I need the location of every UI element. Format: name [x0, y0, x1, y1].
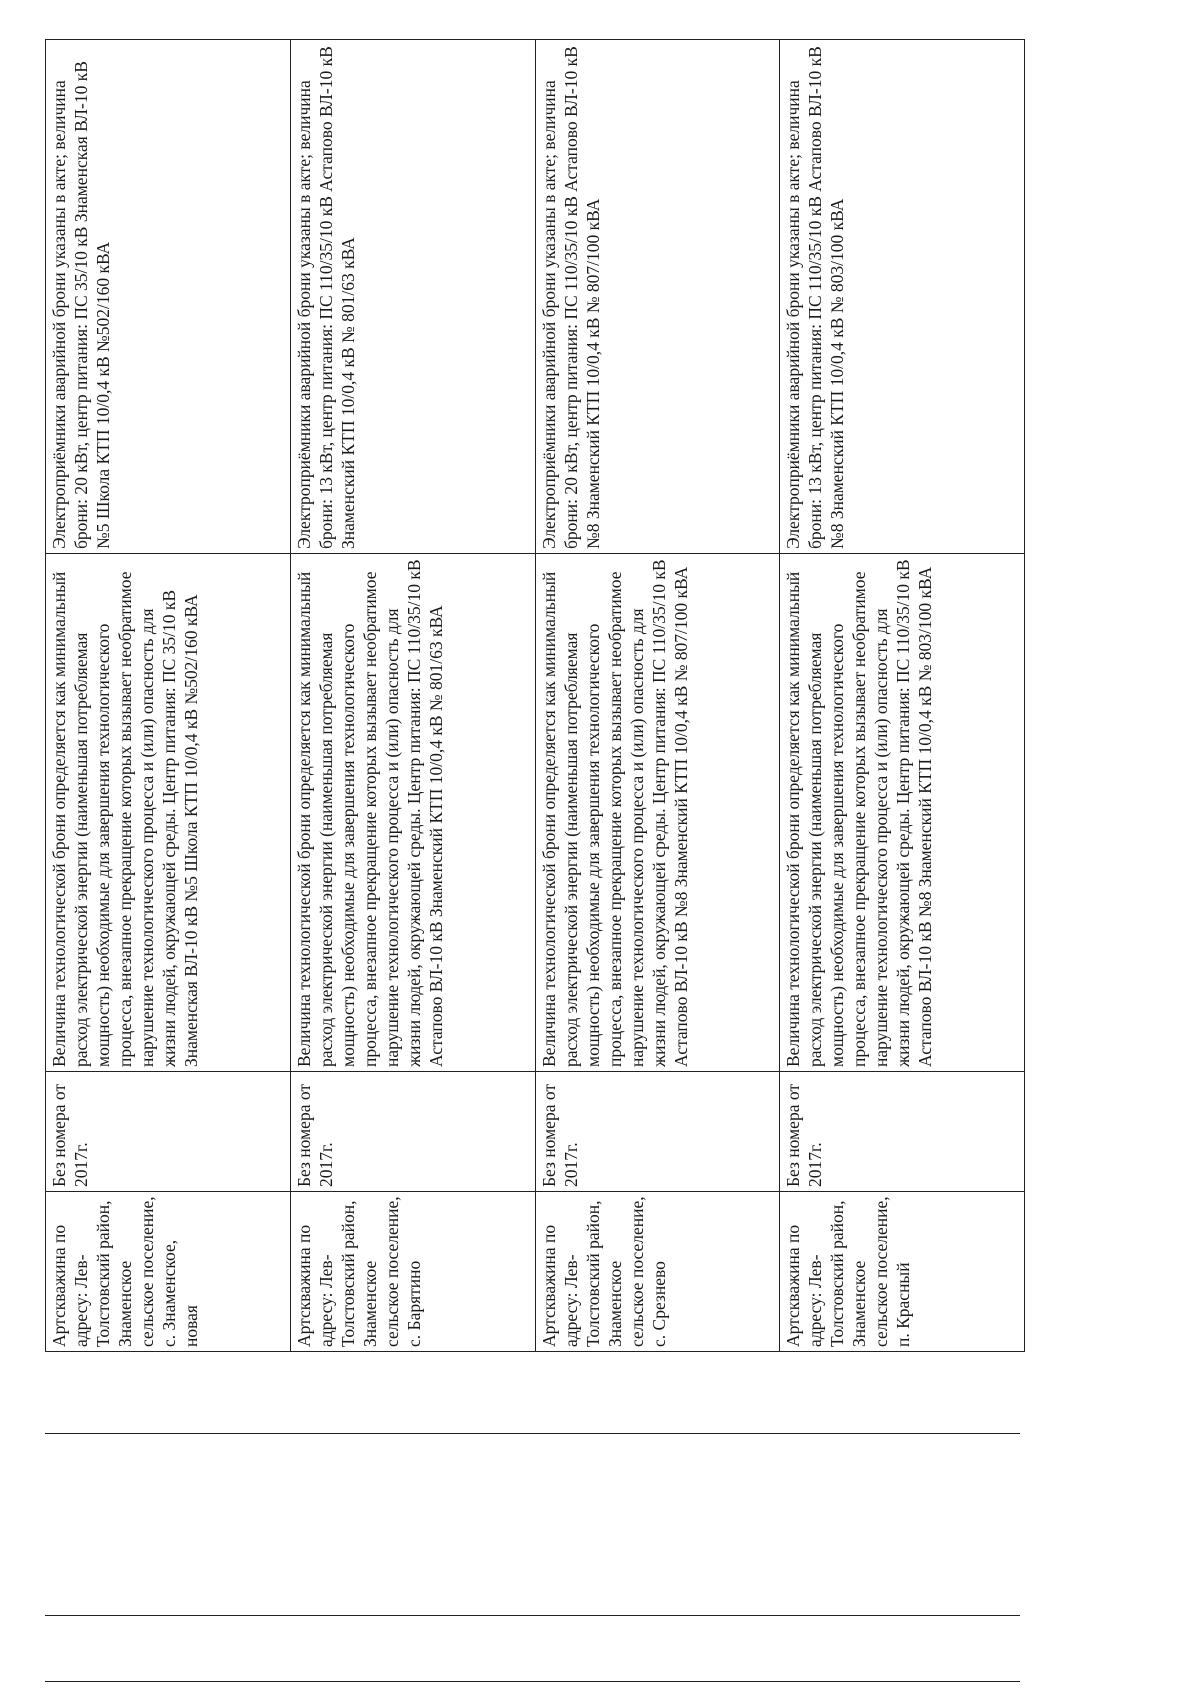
rotated-table-container: [45, 40, 1025, 1352]
object-address-cell: Артскважина по адресу: Лев-Толстовский район, Знаменское сельское поселение, с. Знаменское, новая: [46, 1192, 291, 1352]
document-cell: Без номера от 2017г.: [46, 1072, 291, 1192]
object-address-cell: Артскважина по адресу: Лев-Толстовский район, Знаменское сельское поселение, с. Срезнево: [535, 1192, 780, 1352]
table-row: [780, 40, 1025, 1352]
table-row: [46, 40, 291, 1352]
divider-line: [45, 1433, 1020, 1434]
technological-reserve-cell: Величина технологической брони определяется как минимальный расход электрической энергии (наименьшая потребляемая мощность) необходимые для завершения технологического процесса, внезапное прекращение которых вызывает необратимое нарушение технологического процесса и (или) опасность для жизни людей, окружающей среды. Центр питания: ПС 110/35/10 кВ Астапово ВЛ-10 кВ №8 Знаменский КТП 10/0,4 кВ № 803/100 кВА: [780, 554, 1025, 1072]
emergency-reserve-cell: Электроприёмники аварийной брони указаны в акте; величина брони: 13 кВт, центр питания: ПС 110/35/10 кВ Астапово ВЛ-10 кВ Знаменский КТП 10/0,4 кВ № 801/63 кВА: [290, 40, 535, 554]
document-cell: Без номера от 2017г.: [290, 1072, 535, 1192]
reservation-table: [45, 39, 1025, 1352]
object-address-cell: Артскважина по адресу: Лев-Толстовский район, Знаменское сельское поселение, с. Барятино: [290, 1192, 535, 1352]
technological-reserve-cell: Величина технологической брони определяется как минимальный расход электрической энергии (наименьшая потребляемая мощность) необходимые для завершения технологического процесса, внезапное прекращение которых вызывает необратимое нарушение технологического процесса и (или) опасность для жизни людей, окружающей среды. Центр питания: ПС 110/35/10 кВ Астапово ВЛ-10 кВ №8 Знаменский КТП 10/0,4 кВ № 807/100 кВА: [535, 554, 780, 1072]
document-cell: Без номера от 2017г.: [535, 1072, 780, 1192]
table-row: [290, 40, 535, 1352]
divider-line: [45, 1681, 1020, 1682]
emergency-reserve-cell: Электроприёмники аварийной брони указаны в акте; величина брони: 20 кВт, центр питания: ПС 110/35/10 кВ Астапово ВЛ-10 кВ №8 Знаменский КТП 10/0,4 кВ № 807/100 кВА: [535, 40, 780, 554]
emergency-reserve-cell: Электроприёмники аварийной брони указаны в акте; величина брони: 20 кВт, центр питания: ПС 35/10 кВ Знаменская ВЛ-10 кВ №5 Школа КТП 10/0,4 кВ №502/160 кВА: [46, 40, 291, 554]
emergency-reserve-cell: Электроприёмники аварийной брони указаны в акте; величина брони: 13 кВт, центр питания: ПС 110/35/10 кВ Астапово ВЛ-10 кВ №8 Знаменский КТП 10/0,4 кВ № 803/100 кВА: [780, 40, 1025, 554]
technological-reserve-cell: Величина технологической брони определяется как минимальный расход электрической энергии (наименьшая потребляемая мощность) необходимые для завершения технологического процесса, внезапное прекращение которых вызывает необратимое нарушение технологического процесса и (или) опасность для жизни людей, окружающей среды. Центр питания: ПС 110/35/10 кВ Астапово ВЛ-10 кВ Знаменский КТП 10/0,4 кВ № 801/63 кВА: [290, 554, 535, 1072]
table-row: [535, 40, 780, 1352]
object-address-cell: Артскважина по адресу: Лев-Толстовский район, Знаменское сельское поселение, п. Красный: [780, 1192, 1025, 1352]
document-cell: Без номера от 2017г.: [780, 1072, 1025, 1192]
divider-line: [45, 1615, 1020, 1616]
technological-reserve-cell: Величина технологической брони определяется как минимальный расход электрической энергии (наименьшая потребляемая мощность) необходимые для завершения технологического процесса, внезапное прекращение которых вызывает необратимое нарушение технологического процесса и (или) опасность для жизни людей, окружающей среды. Центр питания: ПС 35/10 кВ Знаменская ВЛ-10 кВ №5 Школа КТП 10/0,4 кВ №502/160 кВА: [46, 554, 291, 1072]
